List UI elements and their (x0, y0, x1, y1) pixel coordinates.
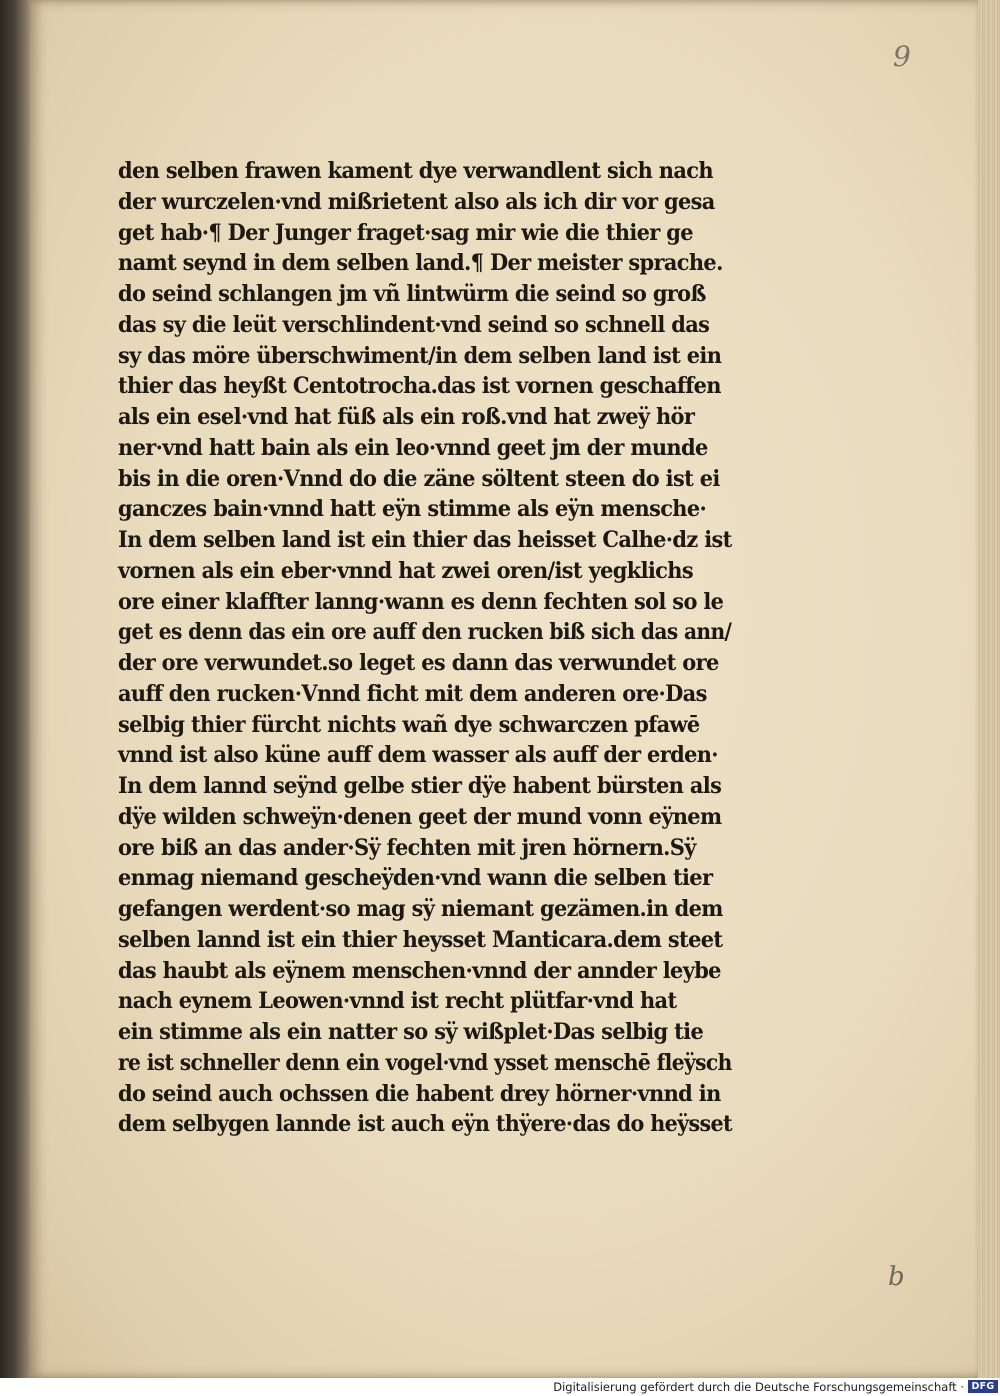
text-line: ore einer klaffter lanng·wann es denn fechten sol so le (118, 588, 724, 615)
text-line: do seind auch ochssen die habent drey hörner·vnnd in (118, 1080, 721, 1107)
text-line: vnnd ist also küne auff dem wasser als auff der erden· (118, 742, 718, 769)
signature-mark: b (888, 1262, 905, 1292)
footer-bar (0, 1378, 1000, 1396)
text-line: selbig thier fürcht nichts wañ dye schwarczen pfawē (118, 711, 700, 738)
body-text (118, 156, 778, 1140)
text-line: enmag niemand gescheÿden·vnd wann die selben tier (118, 865, 713, 892)
text-line: als ein esel·vnd hat füß als ein roß.vnd hat zweÿ hör (118, 404, 695, 430)
text-line: namt seynd in dem selben land.¶ Der meister sprache. (118, 250, 723, 277)
text-line: sy das möre überschwiment/in dem selben land ist ein (118, 342, 722, 369)
text-line: get es denn das ein ore auff den rucken biß sich das ann/ (118, 619, 732, 646)
page-edges (978, 0, 1000, 1378)
text-line: den selben frawen kament dye verwandlent sich nach (118, 158, 713, 184)
text-line: ore biß an das ander·Sÿ fechten mit jren hörnern.Sÿ (118, 834, 696, 861)
text-line: selben lannd ist ein thier heysset Manticara.dem steet (118, 926, 723, 953)
text-line: dÿe wilden schweÿn·denen geet der mund vonn eÿnem (118, 803, 722, 830)
text-line: re ist schneller denn ein vogel·vnd ysset menschē fleÿsch (118, 1049, 732, 1076)
text-line: do seind schlangen jm vñ lintwürm die seind so groß (118, 281, 706, 307)
text-line: vornen als ein eber·vnnd hat zwei oren/ist yegklichs (118, 557, 693, 584)
text-line: bis in die oren·Vnnd do die zäne söltent steen do ist ei (118, 465, 720, 492)
folio-mark: 9 (893, 40, 911, 73)
text-line: gefangen werdent·so mag sÿ niemant gezämen.in dem (118, 896, 723, 922)
funding-credit: Digitalisierung gefördert durch die Deutsche Forschungsgemeinschaft · (553, 1380, 964, 1394)
text-line: der ore verwundet.so leget es dann das verwundet ore (118, 650, 719, 676)
text-line: das haubt als eÿnem menschen·vnnd der annder leybe (118, 957, 721, 984)
text-line: der wurczelen·vnd mißrietent also als ich dir vor gesa (118, 188, 715, 215)
text-line: auff den rucken·Vnnd ficht mit dem anderen ore·Das (118, 680, 707, 707)
text-line: get hab·¶ Der Junger fraget·sag mir wie die thier ge (118, 219, 693, 246)
text-line: ner·vnd hatt bain als ein leo·vnnd geet jm der munde (118, 434, 708, 461)
text-line: In dem lannd seÿnd gelbe stier dÿe habent bürsten als (118, 773, 722, 799)
text-line: thier das heyßt Centotrocha.das ist vornen geschaffen (118, 373, 721, 400)
dfg-logo: DFG (968, 1380, 998, 1393)
text-line: ein stimme als ein natter so sÿ wißplet·Das selbig tie (118, 1019, 704, 1045)
text-line: nach eynem Leowen·vnnd ist recht plütfar·vnd hat (118, 988, 677, 1015)
text-line: das sy die leüt verschlindent·vnd seind so schnell das (118, 311, 710, 338)
text-line: ganczes bain·vnnd hatt eÿn stimme als eÿn mensche· (118, 496, 707, 523)
text-line: In dem selben land ist ein thier das heisset Calhe·dz ist (118, 527, 732, 553)
text-line: dem selbygen lannde ist auch eÿn thÿere·das do heÿsset (118, 1111, 732, 1138)
